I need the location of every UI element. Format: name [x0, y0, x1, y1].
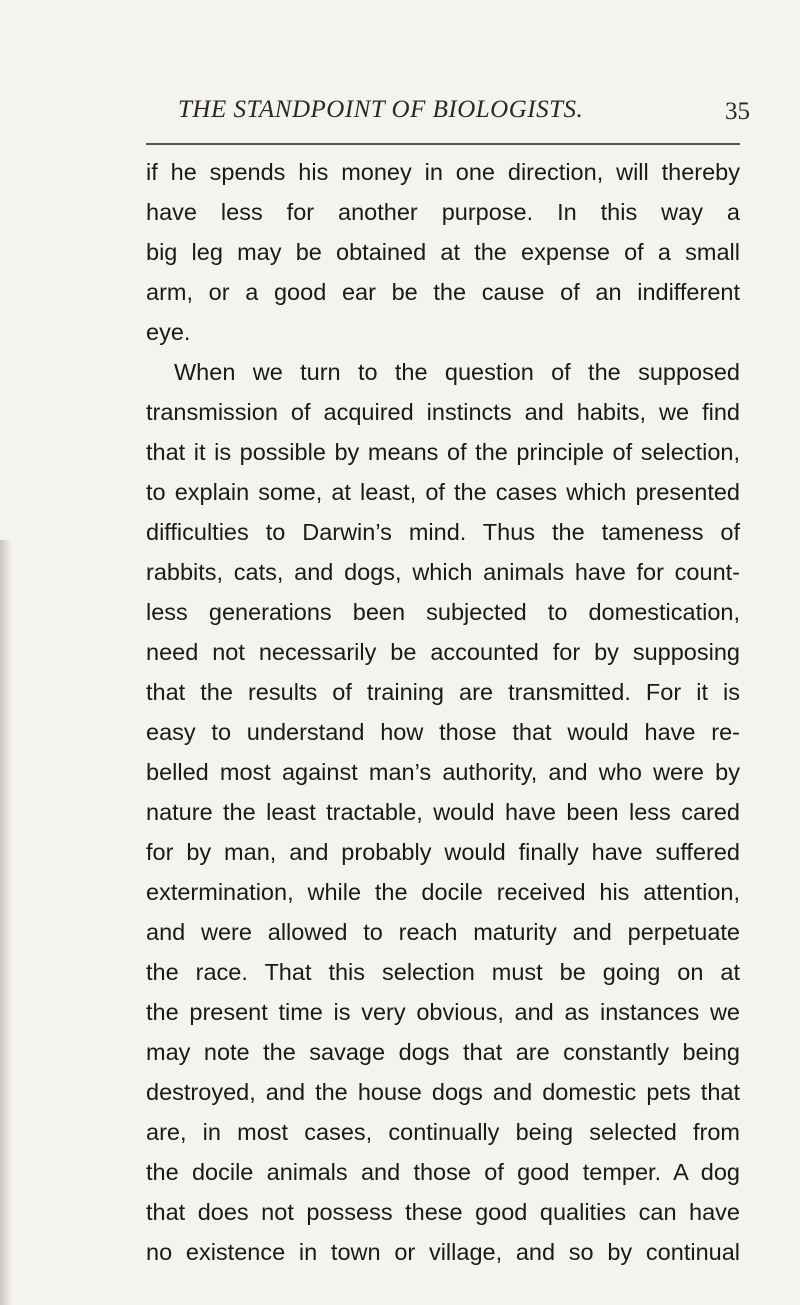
text-line: may note the savage dogs that are constantly being — [146, 1039, 740, 1065]
text-line: for by man, and probably would finally have suffered — [146, 839, 740, 865]
page-number: 35 — [725, 98, 750, 125]
text-line: destroyed, and the house dogs and domestic pets that — [146, 1079, 740, 1105]
text-line: if he spends his money in one direction, will thereby — [146, 159, 740, 185]
text-line: to explain some, at least, of the cases which presented — [146, 479, 740, 505]
running-head: THE STANDPOINT OF BIOLOGISTS. — [178, 96, 584, 123]
text-line: easy to understand how those that would have re- — [146, 719, 740, 745]
text-line: nature the least tractable, would have been less cared — [146, 799, 740, 825]
text-line: big leg may be obtained at the expense of a small — [146, 239, 740, 265]
text-line: need not necessarily be accounted for by supposing — [146, 639, 740, 665]
text-line: rabbits, cats, and dogs, which animals have for count- — [146, 559, 740, 585]
text-line: difficulties to Darwin’s mind. Thus the tameness of — [146, 519, 740, 545]
text-line: the docile animals and those of good temper. A dog — [146, 1159, 740, 1185]
text-line: belled most against man’s authority, and who were by — [146, 759, 740, 785]
text-line: that the results of training are transmitted. For it is — [146, 679, 740, 705]
page-edge-shadow — [0, 540, 12, 1305]
text-line: and were allowed to reach maturity and perpetuate — [146, 919, 740, 945]
body-text — [146, 152, 740, 1272]
text-line: no existence in town or village, and so by continual — [146, 1239, 740, 1265]
text-line: have less for another purpose. In this way a — [146, 199, 740, 225]
text-line: transmission of acquired instincts and habits, we find — [146, 399, 740, 425]
text-line: that does not possess these good qualities can have — [146, 1199, 740, 1225]
page-header — [146, 96, 750, 136]
text-line: arm, or a good ear be the cause of an indifferent — [146, 279, 740, 305]
text-line: less generations been subjected to domestication, — [146, 599, 740, 625]
text-line: that it is possible by means of the principle of selection, — [146, 439, 740, 465]
text-line: eye. — [146, 319, 191, 345]
text-line: the race. That this selection must be going on at — [146, 959, 740, 985]
text-line: are, in most cases, continually being selected from — [146, 1119, 740, 1145]
header-rule — [146, 143, 740, 145]
text-line: extermination, while the docile received his attention, — [146, 879, 740, 905]
paragraph-start-line: When we turn to the question of the supposed — [174, 359, 740, 385]
text-line: the present time is very obvious, and as instances we — [146, 999, 740, 1025]
